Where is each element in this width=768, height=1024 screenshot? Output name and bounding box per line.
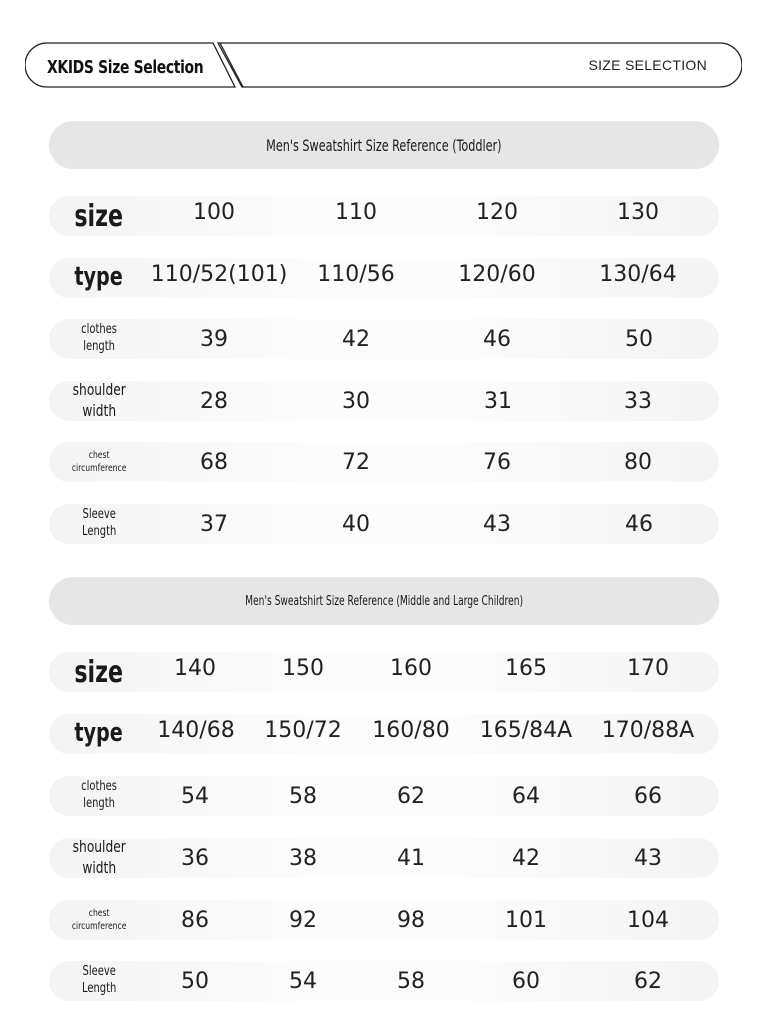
table-cell: 42 xyxy=(512,845,540,871)
section-title-text: Men's Sweatshirt Size Reference (Middle and Large Children) xyxy=(245,593,523,609)
header-right-label: SIZE SELECTION xyxy=(588,57,707,73)
table-cell: 170/88A xyxy=(601,717,695,743)
table-cell: 37 xyxy=(200,511,228,537)
table-cell: 33 xyxy=(624,388,652,414)
header-bar xyxy=(25,42,742,88)
table-cell: 130/64 xyxy=(599,261,677,287)
row-label: type xyxy=(74,262,124,293)
table-row-type xyxy=(49,714,719,754)
table-row-clothes-length xyxy=(49,319,719,359)
table-cell: 68 xyxy=(200,449,228,475)
table-cell: 110/56 xyxy=(317,261,395,287)
row-label-text: shoulder width xyxy=(72,837,126,877)
table-cell: 50 xyxy=(181,968,209,994)
row-label xyxy=(49,319,149,359)
table-cell: 40 xyxy=(342,511,370,537)
section-title-middle-large xyxy=(49,577,719,625)
table-cell: 140 xyxy=(174,655,216,681)
table-cell: 46 xyxy=(625,511,653,537)
row-label: size xyxy=(74,654,124,690)
table-cell: 150 xyxy=(282,655,324,681)
table-cell: 98 xyxy=(397,907,425,933)
row-label-text: Sleeve Length xyxy=(81,964,117,996)
table-cell: 165/84A xyxy=(479,717,573,743)
table-cell: 80 xyxy=(624,449,652,475)
table-row-shoulder-width xyxy=(49,381,719,421)
table-cell: 76 xyxy=(483,449,511,475)
table-row-sleeve-length xyxy=(49,961,719,1001)
table-row-sleeve-length xyxy=(49,504,719,544)
table-cell: 110 xyxy=(335,199,377,225)
table-cell: 60 xyxy=(512,968,540,994)
table-row-clothes-length xyxy=(49,776,719,816)
section-title-toddler xyxy=(49,121,719,169)
table-row-chest-circumference xyxy=(49,900,719,940)
table-cell: 120/60 xyxy=(458,261,536,287)
row-label-text: Sleeve Length xyxy=(81,507,117,539)
table-cell: 36 xyxy=(181,845,209,871)
table-cell: 86 xyxy=(181,907,209,933)
table-cell: 41 xyxy=(397,845,425,871)
row-label xyxy=(49,381,149,421)
table-cell: 62 xyxy=(397,783,425,809)
table-cell: 46 xyxy=(483,326,511,352)
table-row-type xyxy=(49,258,719,298)
table-cell: 31 xyxy=(484,388,512,414)
row-label-text: chest circumference xyxy=(71,450,127,474)
table-cell: 64 xyxy=(512,783,540,809)
table-cell: 160/80 xyxy=(372,717,450,743)
row-label-text: clothes length xyxy=(81,779,117,811)
table-cell: 43 xyxy=(483,511,511,537)
table-cell: 43 xyxy=(634,845,662,871)
table-cell: 54 xyxy=(289,968,317,994)
table-cell: 130 xyxy=(617,199,659,225)
row-label-text: clothes length xyxy=(81,322,117,354)
table-cell: 150/72 xyxy=(264,717,342,743)
row-label: size xyxy=(74,198,124,234)
table-cell: 165 xyxy=(505,655,547,681)
table-cell: 28 xyxy=(200,388,228,414)
table-cell: 104 xyxy=(627,907,669,933)
table-cell: 58 xyxy=(289,783,317,809)
table-cell: 38 xyxy=(289,845,317,871)
table-cell: 101 xyxy=(505,907,547,933)
table-cell: 58 xyxy=(397,968,425,994)
table-cell: 72 xyxy=(342,449,370,475)
table-cell: 50 xyxy=(625,326,653,352)
row-label-text: shoulder width xyxy=(72,380,126,420)
table-cell: 140/68 xyxy=(157,717,235,743)
table-row-shoulder-width xyxy=(49,838,719,878)
row-label xyxy=(49,442,149,482)
table-row-size xyxy=(49,196,719,236)
row-label-text: chest circumference xyxy=(71,908,127,932)
table-cell: 170 xyxy=(627,655,669,681)
table-cell: 30 xyxy=(342,388,370,414)
table-cell: 100 xyxy=(193,199,235,225)
row-label xyxy=(49,504,149,544)
section-title-text: Men's Sweatshirt Size Reference (Toddler) xyxy=(266,135,502,155)
table-row-size xyxy=(49,652,719,692)
table-cell: 62 xyxy=(634,968,662,994)
table-cell: 110/52(101) xyxy=(150,261,288,287)
table-cell: 39 xyxy=(200,326,228,352)
table-cell: 120 xyxy=(476,199,518,225)
table-cell: 54 xyxy=(181,783,209,809)
table-cell: 92 xyxy=(289,907,317,933)
table-cell: 42 xyxy=(342,326,370,352)
table-cell: 66 xyxy=(634,783,662,809)
table-cell: 160 xyxy=(390,655,432,681)
brand-title: XKIDS Size Selection xyxy=(47,57,204,78)
table-row-chest-circumference xyxy=(49,442,719,482)
row-label: type xyxy=(74,718,124,749)
